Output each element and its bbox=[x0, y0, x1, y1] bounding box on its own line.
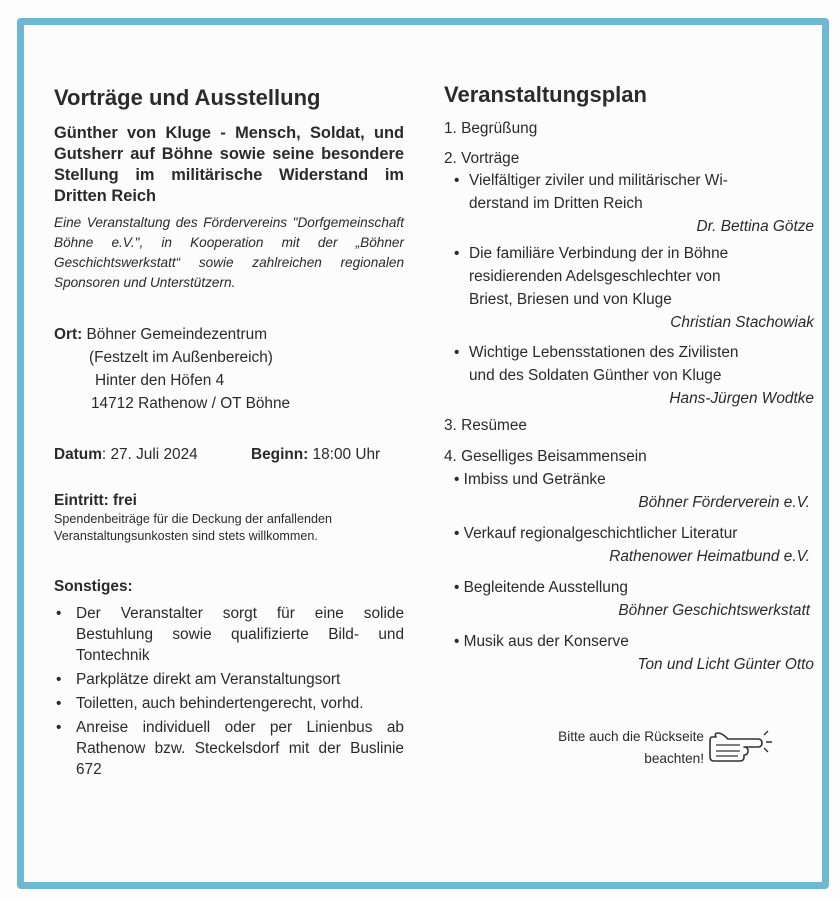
ort-line-2: (Festzelt im Außenbereich) bbox=[89, 349, 273, 366]
ort-line-1 bbox=[54, 326, 267, 344]
talk-3-speaker: Hans-Jürgen Wodtke bbox=[669, 390, 814, 407]
ort-value-1: Böhner Gemeindezentrum bbox=[86, 326, 268, 343]
talk-1-line-1: Vielfältiger ziviler und militärischer Wi- bbox=[469, 172, 728, 189]
social-item-label: Imbiss und Getränke bbox=[463, 471, 606, 488]
spenden-text: Spendenbeiträge für die Deckung der anfallenden Veranstaltungsunkosten sind stets willkommen. bbox=[54, 512, 332, 543]
social-item-3-by: Böhner Geschichtswerkstatt bbox=[618, 602, 810, 619]
sonstiges-list bbox=[54, 603, 404, 783]
talk-2-speaker: Christian Stachowiak bbox=[670, 314, 814, 331]
talk-3-line-2: und des Soldaten Günther von Kluge bbox=[469, 367, 722, 384]
social-item-3: • Begleitende Ausstellung bbox=[454, 579, 628, 596]
beginn-value: 18:00 Uhr bbox=[308, 446, 381, 463]
sonstiges-item: • Toiletten, auch behindertengerecht, vorhd. bbox=[54, 693, 404, 714]
talk-2-line-1: Die familiäre Verbindung der in Böhne bbox=[469, 245, 729, 262]
eintritt-line: Eintritt: frei bbox=[54, 492, 137, 509]
ort-line-4: 14712 Rathenow / OT Böhne bbox=[91, 395, 291, 412]
social-item-4-by: Ton und Licht Günter Otto bbox=[637, 656, 814, 673]
left-title: Vorträge und Ausstellung bbox=[54, 85, 321, 110]
talk-bullet: • bbox=[454, 245, 460, 262]
talk-1-line-2: derstand im Dritten Reich bbox=[469, 195, 643, 212]
talk-bullet: • bbox=[454, 172, 460, 189]
beginn-line bbox=[251, 446, 380, 464]
sonstiges-item: • Der Veranstalter sorgt für eine solide Bestuhlung sowie qualifizierte Bild- und Tontechnik bbox=[54, 603, 404, 666]
sonstiges-item: • Anreise individuell oder per Linienbus ab Rathenow bzw. Steckelsdorf mit der Buslinie 672 bbox=[54, 717, 404, 780]
datum-value: : 27. Juli 2024 bbox=[101, 446, 198, 463]
beginn-label: Beginn: bbox=[251, 446, 309, 463]
talk-2-line-3: Briest, Briesen und von Kluge bbox=[469, 291, 672, 308]
social-item-label: Musik aus der Konserve bbox=[463, 633, 629, 650]
datum-label: Datum bbox=[54, 446, 102, 463]
program-item-4: 4. Geselliges Beisammensein bbox=[444, 448, 647, 465]
program-item-2: 2. Vorträge bbox=[444, 150, 520, 167]
sonstiges-item: • Parkplätze direkt am Veranstaltungsort bbox=[54, 669, 404, 690]
program-item-3: 3. Resümee bbox=[444, 417, 527, 434]
social-item-2-by: Rathenower Heimatbund e.V. bbox=[609, 548, 810, 565]
social-item-label: Begleitende Ausstellung bbox=[463, 579, 628, 596]
talk-bullet: • bbox=[454, 344, 460, 361]
datum-line bbox=[54, 446, 198, 464]
talk-1-speaker: Dr. Bettina Götze bbox=[696, 218, 814, 235]
event-intro: Eine Veranstaltung des Fördervereins "Dorfgemeinschaft Böhne e.V.", in Kooperation mit der „Böhner Geschichtswerkstatt“ sowie zahlreichen regionalen Sponsoren und Unterstützern. bbox=[54, 215, 404, 290]
ort-line-3: Hinter den Höfen 4 bbox=[95, 372, 225, 389]
social-item-label: Verkauf regionalgeschichtlicher Literatur bbox=[463, 525, 738, 542]
talk-3-line-1: Wichtige Lebensstationen des Zivilisten bbox=[469, 344, 739, 361]
social-item-1: • Imbiss und Getränke bbox=[454, 471, 606, 488]
sonstiges-title: Sonstiges: bbox=[54, 578, 133, 595]
ort-label: Ort: bbox=[54, 326, 83, 343]
event-subtitle: Günther von Kluge - Mensch, Soldat, und Gutsherr auf Böhne sowie seine besondere Stellung im militärische Widerstand im Dritten Reich bbox=[54, 124, 404, 205]
right-title: Veranstaltungsplan bbox=[444, 82, 647, 107]
pointing-hand-icon bbox=[706, 725, 776, 767]
social-item-1-by: Böhner Förderverein e.V. bbox=[638, 494, 810, 511]
flyer-frame bbox=[17, 18, 829, 889]
social-item-2: • Verkauf regionalgeschichtlicher Literatur bbox=[454, 525, 738, 542]
talk-2-line-2: residierenden Adelsgeschlechter von bbox=[469, 268, 721, 285]
social-item-4: • Musik aus der Konserve bbox=[454, 633, 629, 650]
program-item-1: 1. Begrüßung bbox=[444, 120, 538, 137]
note-line-1: Bitte auch die Rückseite bbox=[558, 729, 704, 744]
note-line-2: beachten! bbox=[644, 751, 704, 766]
